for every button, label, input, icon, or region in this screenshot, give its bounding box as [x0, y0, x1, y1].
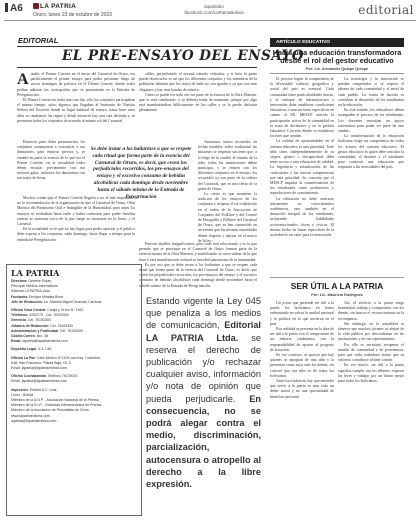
page-marker-bar: [5, 3, 8, 12]
editorial-column-2-lower: [139, 242, 257, 294]
masthead-name: Miembro de la S.I.P. - Sociedad Interamericana de Prensa: [11, 403, 102, 408]
column-top-rule: [270, 277, 404, 278]
article-paragraph: La educación no debe centrarse únicamente en conocimientos académicos, sino también en el desarrollo integral de los estudiantes, incluyendo habilidades socioemocionales, éticas y cívicas. El mismo hecho en líneas específicas de la sociedad es un valor para la innovación.: [270, 196, 334, 238]
article-paragraph: El proceso lograr la comprensión de la diversidad cultural, geográfica y social del país es esencial. Cada comunidad tiene particularidades únicas, y el enfoque de infraestructura e innovación debe establecer condiciones educativas e innovaciones específicas en cuanto al EE. MESCP articula la participación activa de la comunidad en la toma de decisiones y en la gestión educativa. Con este diseño se establecen factores que ayudan.: [270, 77, 334, 139]
masthead-role: Directora: [11, 279, 27, 283]
masthead-name: Editora S.C. Ltda.: [29, 387, 58, 392]
editorial-paragraph: En la actualidad se ve que no hay lugar para poder apreciar y el público debe esperar a los conjuntos, nada domingo, hasta llegar a tiempo para la entrada de Peregrinación.: [17, 227, 135, 242]
editorial-column-2: [139, 72, 257, 140]
article-paragraph: La transformación de la educación boliviana exige un compromiso de todos los actores del sistema educativo. El gestor educativo es quien debe articular la comunidad, el docente y el estudiante para construir una educación que responda a las necesidades del país.: [338, 134, 404, 170]
column-paragraph: Un joven que pretende ser útil a la patria, los bolivianos en forma enfrentando en salvar la unidad nacional y la política en la que nacieron en el país.: [270, 301, 334, 326]
masthead-entry: Directora: Gerente Rojas: [11, 279, 51, 283]
masthead-entry: Oficina Casa Central: Cobija y Oruro N° 1462: [11, 308, 84, 313]
article-section-tag: ARTÍCULO EDUCATIVO: [270, 38, 404, 47]
article-paragraph: La tecnología y la innovación se pueden comprender si se respeta el idioma de cada comunidad y el nivel de cada pueblo. La forma de hacerlo es contribuir al desarrollo de los estudiantes en la educación.: [338, 77, 404, 108]
notice-company: Editorial LA PATRIA Ltda.: [146, 320, 261, 343]
editorial-top-rule: [17, 46, 257, 47]
masthead-entry: Jefatura de Redacción: Cel. 76153300: [11, 323, 74, 328]
masthead-entry: Oficina La Paz: Calle Mexico N°1100 casi esq. Colombia: [11, 355, 100, 360]
header-divider: [4, 20, 416, 21]
masthead-role: Jefatura de Redacción: [11, 323, 49, 328]
editorial-paragraph: Es por eso que se debe instar a los bailarines a que se respete cada ritual que forma parte de la esencia del Carnaval de Oruro, es decir, que cesen los perjudiciales recorridos, los pre-ensayos del ensayo y el excesivo consumo de bebidas alcohólicas cada domingo desde noviembre hasta el sábado mismo de la Entrada de Peregrinación.: [139, 262, 257, 288]
column-paragraph: Por ello es necesario recuperar el sentido de comunidad y de pertenencia, para que cada ciudadano sienta que su esfuerzo contribuye al bien común.: [338, 342, 404, 363]
column-paragraph: Así, el servicio a la patria exige honestidad, trabajo y compromiso con los demás, sin buscar el reconocimiento ni la recompensa.: [338, 301, 404, 321]
editorial-paragraph: Entonces para dicha presentación, los conjuntos comenzaron a concentrar a sus danzarines, para ensayar previos y, se cambió en parte la esencia de lo que era el Primer Convite, en la actualidad todos deben ensayar previamente con sus mejores galas, inclusive los danzarines con sus trajes de fiesta.: [17, 140, 85, 181]
masthead-role: Impresión: [11, 387, 28, 392]
facebook-link[interactable]: facebook.com/LaPatriaBolivia: [184, 10, 244, 15]
masthead-entry: Teléfonos: 5252275 - Cel. 76153300: [11, 313, 69, 318]
masthead-entry: Depósito Legal: 4-3-7-86: [11, 347, 52, 352]
column-paragraph: Ante esa evidencia, hay que entender que servir a la patria es ante todo un deber moral y no una oportunidad de beneficio personal.: [270, 379, 334, 399]
masthead-entry: Oficina Cochabamba: Teléfono 76130023: [11, 374, 78, 379]
masthead-name: Cel. 76153300: [50, 323, 74, 328]
masthead-entry: Jefe de Redacción: Lic. Mariela Miguel Guzmán Cardona: [11, 299, 102, 304]
masthead-name: Calle Mexico N°1100 casi esq. Colombia: [36, 355, 100, 360]
masthead-name: Teléfono 76130023: [47, 374, 78, 379]
legal-notice: [146, 295, 261, 490]
editorial-column-1-lower: [17, 196, 135, 262]
masthead-role: Oficina La Paz: [11, 355, 35, 360]
page-number: [5, 3, 23, 14]
article-column-1: [270, 77, 334, 273]
masthead-name: Email: lapatria@lapatriaenlinea.com: [11, 379, 68, 384]
editorial-paragraph: Parecen detalles insignificantes, pero todo está relacionado y es lo que permite que se practique en el Carnaval de Oruro formen parte de la esencia misma de la Obra Maestra, y modificando se corre saltear de lo que hace y está manifestación cultural se inscribió patrimonio de la humanidad.: [139, 242, 257, 262]
column-title: SER ÚTIL A LA PATRIA: [290, 281, 384, 291]
masthead-name: lapatria@lapatriaenlinea.com: [22, 339, 68, 344]
notice-text: se reserva el derecho de publicación y/o rechazar cualquier aviso, información y/o nota de opinión que pueda perjudicarle.: [146, 332, 261, 404]
editorial-title: EL PRE-ENSAYO DEL ENSAYO: [62, 48, 305, 64]
masthead-list: [11, 279, 137, 424]
logo-icon: [33, 3, 39, 9]
masthead-name: Oruro - Bolivia: [11, 392, 34, 397]
masthead-role: Depósito Legal: [11, 347, 37, 352]
masthead-role: Jefe de Redacción: [11, 299, 42, 304]
issue-date: Oruro, lunes 23 de octubre de 2023: [33, 12, 112, 18]
social-links: [184, 4, 244, 16]
social-handle[interactable]: lapatriabo: [204, 4, 224, 9]
column-paragraph: En ese contexto, se aprecia que hay quienes se apropian de una idea y la presentan como suya ante los demás, sin conocer que esa idea es de todos los bolivianos.: [270, 353, 334, 378]
article-paragraph: La calidad de oportunidades en el sistema educativo es una prioridad. Todo niño tiene, independientemente de su origen, género o discapacidad, debe tener acceso a una educación de calidad. La ingeniería y actualización de las curriculares y las nuevas competencias son una prioridad. Se concreta que el MESCP impulsa la transformación de los estudiantes como productores y reproductores de conocimiento.: [270, 139, 334, 196]
masthead-role: Oficina Cochabamba: [11, 374, 46, 379]
column-paragraph: Sin embargo, en la actualidad se observa que muchos jóvenes se alejan de la vida pública por desconfianza en las instituciones y en sus representantes.: [338, 321, 404, 342]
editorial-tag: EDITORIAL: [18, 36, 59, 45]
masthead-name: 5252275 - Cel. 76153300: [29, 313, 69, 318]
masthead-name: Cel. 76153300: [27, 318, 51, 323]
masthead-name: www.lapatriaenlinea.com: [11, 413, 50, 418]
column-text-2: [338, 301, 404, 519]
masthead-role: Oficina Casa Central: [11, 308, 46, 313]
masthead-name: Gerente Rojas: [28, 279, 51, 283]
editorial-paragraph: El Primer Convite no tenía una ruta fija, sólo los conjuntos participaban el mismo tiempo, salvo algunos que llegaban al Santuario de Nuestra Señora del Socavón donde su lugar habitual de ensayo, hasta hace unos años se cambiaron las reglas y desde entonces hay una ruta definida y, se presentan todos los conjuntos de acuerdo al mismo rol del Carnaval.: [17, 98, 135, 123]
masthead-role: Gerencia: [11, 318, 26, 323]
masthead-entry: Administración y Publicidad: Cel. 76153300: [11, 328, 83, 333]
page-number-text: A6: [10, 3, 23, 14]
column-text-1: [270, 301, 334, 519]
editorial-column-1: [17, 72, 135, 140]
masthead-role: Email: [11, 339, 21, 344]
column-author: Por: Lic. Mauricio Rodríguez: [311, 293, 363, 297]
notice-text: Estando vigente la Ley 045 que penaliza a los medios de comunicación,: [146, 296, 261, 331]
editorial-paragraph: ntaño, el Primer Convite en el inicio del Carnaval de Oruro, era pacíficamente el primer ensayo para poder presentar luego de varios domingos de práctica en el Último Convite, donde todos podían admirar las coreografías que se presentarán en la Entrada de Peregrinación.: [17, 72, 135, 97]
masthead-name: Principal: Medios Informativos: [11, 284, 58, 289]
editorial-title-rule: [17, 67, 257, 68]
masthead-entry: Casilla Correo: Nro. 48: [11, 334, 49, 339]
masthead-name: Enrique Miralles Bove: [29, 294, 64, 299]
masthead-name: Miembro de la Asociación de Periodistas de Oruro: [11, 408, 89, 413]
masthead-role: Casilla Correo: [11, 334, 35, 339]
masthead-name: Email: lapatria@lapatriaenlinea.com: [11, 366, 68, 371]
editorial-paragraph: Asimismo, tantos recorridos en fechas notables, señor tradicional las misiones se respetan sin tener que, a lo largo de la ciudad, el tránsito de la urbe, todas las instituciones deben participar, y se reúnen con los diferentes conjuntos en el ensayo, los recorridos ya son parte de la cultura del Carnaval, que es una fiesta de la gente de Oruro.: [198, 140, 257, 191]
article-paragraph: En este sentido, los educadores deben acompañar el proceso de los estudiantes. Los docentes necesitan un apoyo sistemático para poder ser parte de este cambio.: [338, 108, 404, 134]
masthead-role: Administración y Publicidad: [11, 328, 59, 333]
masthead-role: Teléfonos: [11, 313, 28, 318]
masthead-name: Lic. Mariela Miguel Guzmán Cardona: [43, 299, 102, 304]
masthead-entry: Gerencia: Cel. 76153300: [11, 318, 51, 323]
article-author: Por: Lic. Alexander Quispe Quispe: [305, 67, 369, 71]
editorial-paragraph: Cómo se puede ver todo eso era parte de la esencia de la Obra Maestra, que se está cambiando, y se debería tratar de mantener, porque por algo está manifestándose bíblicamente en las calles y se la puede disfrutar plenamente.: [139, 92, 257, 113]
column-paragraph: En ese marco, ser útil a la patria significa cumplir con los deberes, respetar las leyes y trabajar por un futuro mejor para todos los bolivianos.: [338, 363, 404, 384]
masthead-name: Edif. San Francisco, Planta Baja, Of. 3: [11, 360, 71, 365]
drop-cap: A: [17, 72, 29, 88]
masthead-entry: Fundador: Enrique Miralles Bove: [11, 294, 64, 299]
article-title: Hacia una educación transformadora desde el rol del gestor educativo: [272, 48, 402, 66]
notice-consequence: En consecuencia, no se podrá alegar contra el medio, discriminación, parcialización, autocensura o atropello al derecho a la libre expresión.: [146, 393, 261, 490]
masthead-role: Fundador: [11, 294, 28, 299]
masthead-name: Cel. 76153300: [60, 328, 83, 333]
masthead-name: lapatria@lapatriaenlinea.com: [11, 418, 57, 423]
masthead-name: Miembro de la A.N.P. - Asociación Nacional de la Prensa: [11, 398, 99, 403]
paper-name: LA PATRIA: [40, 3, 77, 10]
masthead-name: Editorial LA PATRIA Ltda.: [11, 289, 51, 294]
masthead-box: [6, 264, 142, 516]
masthead-entry: Email: lapatria@lapatriaenlinea.com: [11, 339, 68, 344]
masthead-entry: Impresión: Editora S.C. Ltda.: [11, 387, 58, 392]
section-name: editorial: [358, 3, 414, 17]
masthead-title: LA PATRIA: [11, 268, 60, 278]
editorial-paragraph: Lo cierto es que mantener la tradición de los ensayos de los conjuntos y respetar el rol establecido en el orden de la Asociación de Conjuntos del Folklore y del Comité de Etnografía y Folklore del Carnaval de Oruro, que se han convertido en un evento que las mismas autoridades deben respetar y apoyar en el marco de la ley.: [198, 192, 257, 243]
masthead-name: Nro. 48: [36, 334, 49, 339]
paper-logo: [33, 3, 76, 10]
editorial-paragraph: Muchos creían que el Primer Convite llegaría a ser el más importante, no la recomendación de la organización de que el Carnaval de Oruro, Obra Maestra del Patrimonio Oral e Intangible de la Humanidad, pues antes los ensayos se realizaban hasta tarde y había confusión para poder familias enteras se sintieran cerca de lo que luego se mostraría en la fiesta, y el Carnaval.: [17, 196, 135, 227]
article-rule: [270, 73, 404, 74]
editorial-pull-quote: Se debe instar a los bailarines a que se respete cada ritual que forma parte de la esencia del Carnaval de Oruro, es decir, que cesen los perjudiciales recorridos, los pre-ensayos del ensayo y el excesivo consumo de bebidas alcohólicas cada domingo desde noviembre hasta el sábado mismo de la Entrada de Peregrinación: [90, 146, 192, 200]
article-column-2: [338, 77, 404, 273]
editorial-paragraph: calles, perjudicando el normal tránsito vehicular, y si bien la gente puede observarlos es así que los diferentes conjuntos y los miembros de la población admiten que los trajes de baile no son iguales y ya que son más elegantes y hay más bandas de música.: [139, 72, 257, 92]
masthead-name: 4-3-7-86: [38, 347, 52, 352]
column-paragraph: Esa realidad se presenta en la idea de ser útil a la patria con el compromiso de ser mejores ciudadanos, con la responsabilidad de aportar al progreso de la nación.: [270, 327, 334, 352]
masthead-entry: [11, 419, 137, 424]
masthead-name: Cobija y Oruro N° 1462: [47, 308, 84, 313]
